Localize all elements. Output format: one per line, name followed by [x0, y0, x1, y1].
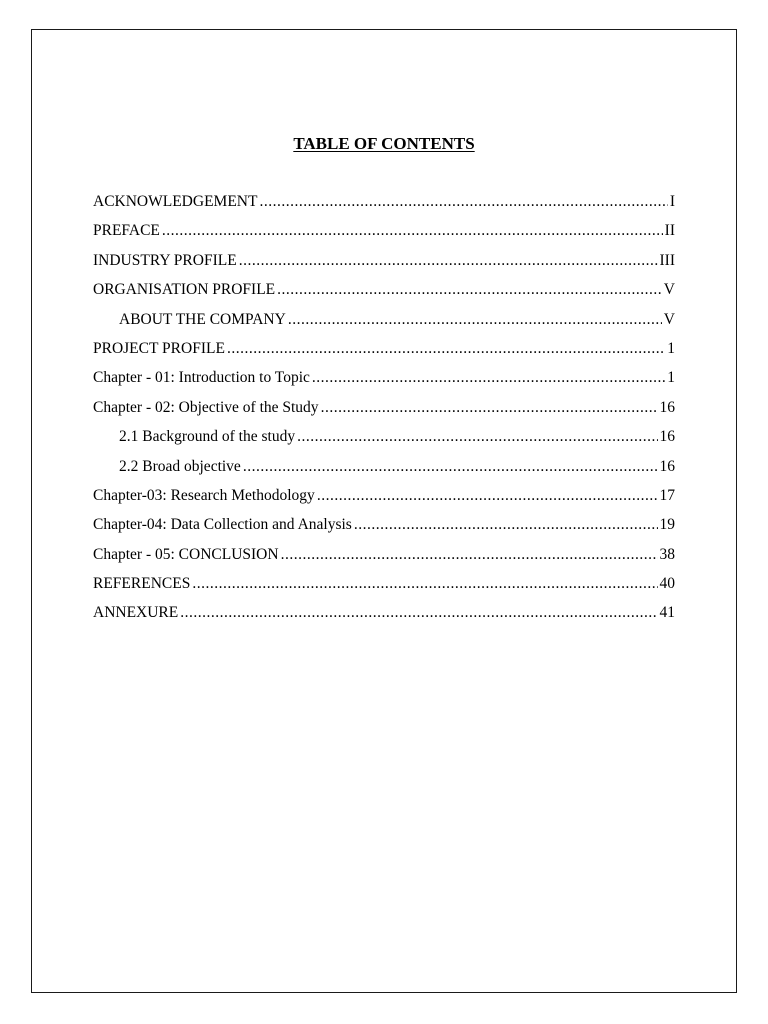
toc-dot-leader [192, 575, 657, 593]
toc-entry-label: Chapter - 02: Objective of the Study [93, 398, 319, 416]
toc-dot-leader [162, 222, 663, 240]
toc-entry-label: ACKNOWLEDGEMENT [93, 193, 258, 210]
toc-entry-label: Chapter - 01: Introduction to Topic [93, 369, 310, 387]
toc-entry-page-number: II [664, 222, 675, 240]
toc-entry[interactable] [93, 193, 675, 222]
toc-entry[interactable] [93, 281, 675, 310]
toc-dot-leader [227, 340, 665, 358]
toc-dot-leader [277, 281, 662, 299]
toc-entry[interactable] [93, 575, 675, 604]
toc-entry[interactable] [93, 487, 675, 516]
toc-entry-page-number: I [669, 193, 675, 210]
toc-dot-leader [321, 399, 658, 417]
toc-entry[interactable] [93, 546, 675, 575]
toc-entry-label: 2.2 Broad objective [119, 457, 241, 475]
toc-dot-leader [297, 428, 657, 446]
toc-dot-leader [317, 487, 658, 505]
toc-dot-leader [312, 369, 665, 387]
toc-dot-leader [281, 546, 658, 564]
toc-dot-leader [354, 516, 658, 534]
toc-entry-page-number: V [663, 281, 675, 299]
toc-entry-page-number: V [663, 310, 675, 328]
toc-entry-page-number: 41 [659, 604, 675, 622]
toc-entry[interactable] [93, 604, 675, 633]
toc-entry[interactable] [93, 340, 675, 369]
toc-entry[interactable] [93, 428, 675, 457]
toc-entry-page-number: 16 [659, 428, 675, 446]
toc-entry-page-number: 16 [659, 457, 675, 475]
toc-list [93, 193, 675, 634]
toc-entry[interactable] [93, 399, 675, 428]
toc-entry-label: 2.1 Background of the study [119, 428, 296, 446]
toc-entry-page-number: 1 [667, 339, 675, 357]
toc-entry-page-number: 19 [659, 516, 675, 534]
toc-title: TABLE OF CONTENTS [293, 134, 475, 153]
toc-entry-page-number: 38 [659, 545, 675, 563]
toc-dot-leader [239, 252, 658, 270]
toc-entry-label: PREFACE [93, 222, 160, 240]
toc-entry[interactable] [93, 222, 675, 251]
toc-entry-page-number: 17 [659, 486, 675, 504]
toc-entry-label: Chapter-03: Research Methodology [93, 486, 315, 504]
toc-entry-page-number: 40 [659, 575, 675, 593]
toc-entry-label: PROJECT PROFILE [93, 339, 225, 357]
toc-dot-leader [259, 193, 667, 211]
toc-entry[interactable] [93, 252, 675, 281]
toc-entry-label: REFERENCES [93, 575, 191, 593]
toc-entry-label: ANNEXURE [93, 604, 179, 622]
toc-entry-label: ORGANISATION PROFILE [93, 281, 276, 299]
toc-entry[interactable] [93, 369, 675, 398]
toc-entry[interactable] [93, 516, 675, 545]
toc-entry-label: ABOUT THE COMPANY [119, 310, 286, 328]
toc-entry-page-number: 16 [659, 398, 675, 416]
toc-dot-leader [288, 311, 662, 329]
toc-entry[interactable] [93, 458, 675, 487]
toc-entry[interactable] [93, 311, 675, 340]
toc-entry-page-number: 1 [667, 369, 675, 387]
toc-dot-leader [243, 458, 658, 476]
toc-entry-label: Chapter - 05: CONCLUSION [93, 545, 279, 563]
toc-entry-page-number: III [659, 251, 675, 269]
toc-entry-label: INDUSTRY PROFILE [93, 251, 237, 269]
toc-entry-label: Chapter-04: Data Collection and Analysis [93, 516, 352, 534]
toc-dot-leader [180, 604, 657, 622]
